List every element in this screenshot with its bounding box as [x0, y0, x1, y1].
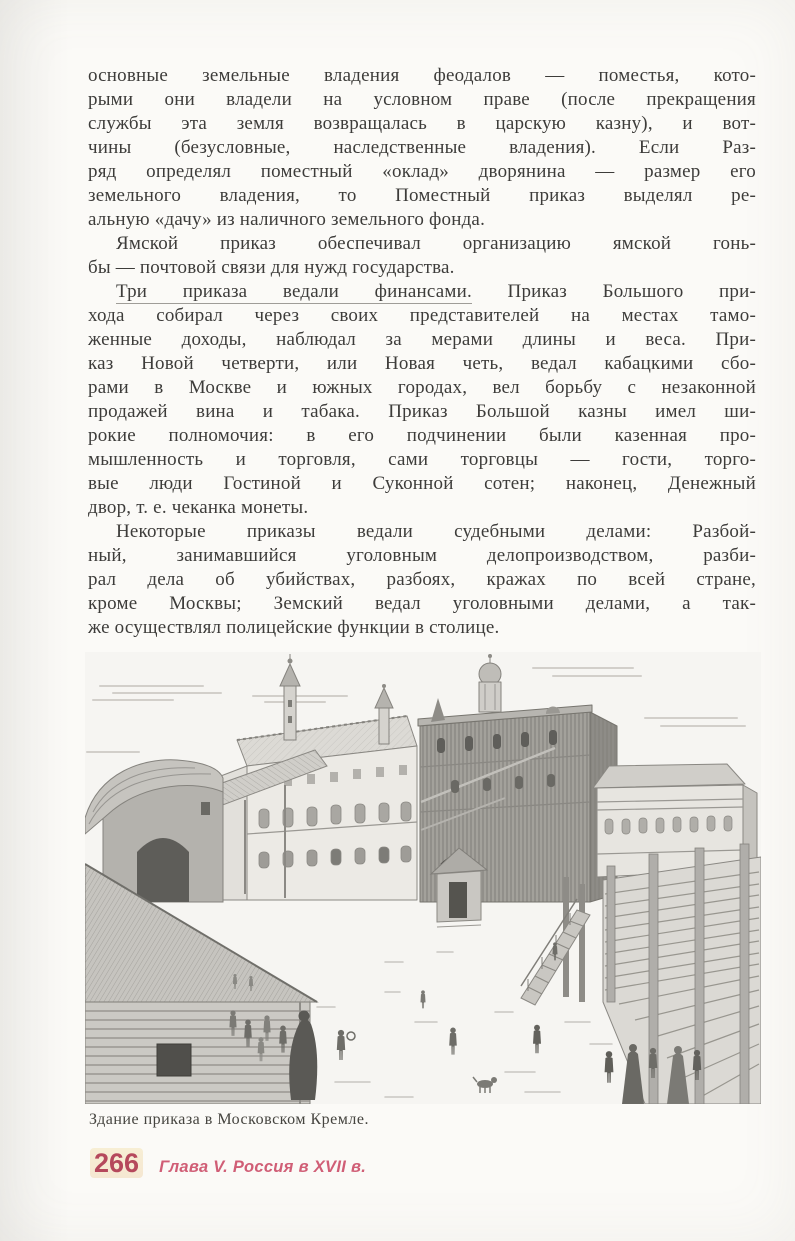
- text-line: рал дела об убийствах, разбоях, кражах по всей стране,: [88, 569, 756, 590]
- text-line: кроме Москвы; Земский ведал уголовными делами, а так-: [88, 593, 756, 614]
- text-line: Три приказа ведали финансами. Приказ Большого при-: [116, 281, 757, 302]
- text-line: ный, занимавшийся уголовным делопроизводством, разби-: [88, 545, 756, 566]
- text-line: Некоторые приказы ведали судебными делами: Разбой-: [116, 521, 756, 542]
- engraving-kremlin-prikaz: [85, 652, 761, 1104]
- page-footer: [90, 1148, 690, 1188]
- right-building: [593, 764, 757, 877]
- text-line: чины (безусловные, наследственные владения). Если Раз-: [88, 137, 756, 158]
- text-line: хода собирал через своих представителей на местах тамо-: [88, 305, 756, 326]
- body-text: [88, 64, 756, 640]
- text-line: рокие полномочия: в его подчинении были казенная про-: [88, 425, 756, 446]
- pencil-underlined-text: Три приказа ведали финансами.: [116, 281, 472, 302]
- text-line: земельного владения, то Поместный приказ выделял ре-: [88, 185, 756, 206]
- text-line: Ямской приказ обеспечивал организацию ямской гонь-: [116, 233, 756, 254]
- text-line: альную «дачу» из наличного земельного фонда.: [88, 209, 486, 230]
- text-line: женные доходы, наблюдал за мерами длины и веса. При-: [88, 329, 756, 350]
- figure-illustration: [85, 652, 761, 1104]
- text-line: продажей вина и табака. Приказ Большой казны имел ши-: [88, 401, 756, 422]
- text-line: мышленность и торговля, сами торговцы — гости, торго-: [88, 449, 756, 470]
- text-line: двор, т. е. чеканка монеты.: [88, 497, 309, 518]
- text-line: бы — почтовой связи для нужд государства.: [88, 257, 455, 278]
- text-line: вые люди Гостиной и Суконной сотен; наконец, Денежный: [88, 473, 756, 494]
- page-number: 266: [90, 1148, 143, 1178]
- text-line: ряд определял поместный «оклад» дворянина — размер его: [88, 161, 756, 182]
- text-line: основные земельные владения феодалов — поместья, кото-: [88, 65, 756, 86]
- text-line: же осуществлял полицейские функции в столице.: [88, 617, 500, 638]
- figure-caption: Здание приказа в Московском Кремле.: [89, 1111, 369, 1128]
- text-line: каз Новой четверти, или Новая четь, ведал кабацкими сбо-: [88, 353, 756, 374]
- chapter-title: Глава V. Россия в XVII в.: [159, 1158, 367, 1176]
- text-line: рами в Москве и южных городах, вел борьбу с незаконной: [88, 377, 756, 398]
- text-line: рыми они владели на условном праве (после прекращения: [88, 89, 756, 110]
- text-line: службы эта земля возвращалась в царскую казну), и вот-: [88, 113, 756, 134]
